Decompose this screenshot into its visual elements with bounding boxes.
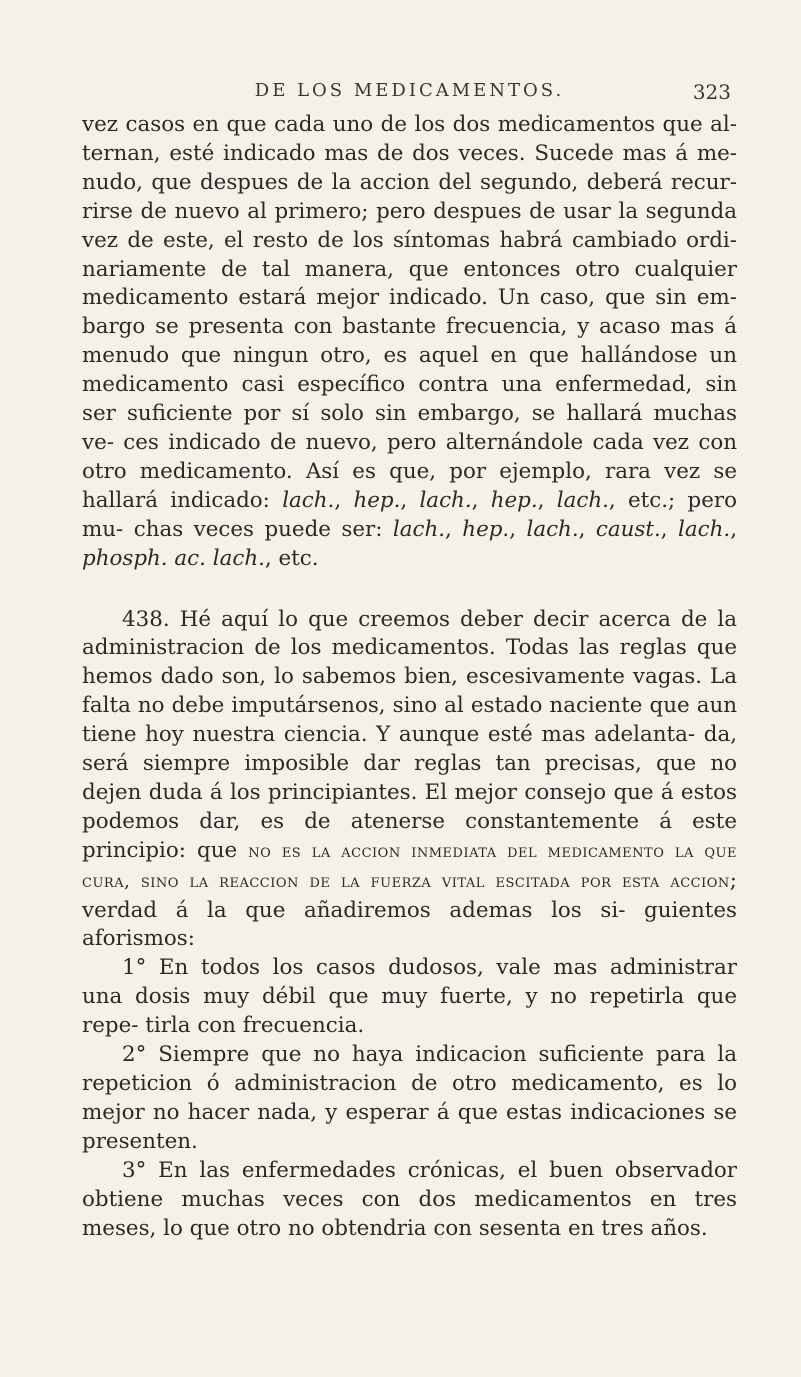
- para2-text: 438. Hé aquí lo que creemos deber decir acerca de la administracion de los medicamentos. Todas las reglas que hemos dado son, lo sabemos bien, escesivamente vagas. La falta no debe imputársenos, sino al estado naciente que aun tiene hoy nuestra ciencia. Y aunque esté mas adelanta- da, será siempre imposible dar reglas tan precisas, que no dejen duda á los principiantes. El mejor consejo que á estos podemos dar, es de atenerse constantemente á este principio: que: [82, 606, 737, 863]
- para1-text: vez casos en que cada uno de los dos medicamentos que al- ternan, esté indicado mas de dos veces. Sucede mas á me- nudo, que despues de la accion del segundo, deberá recur- rirse de nuevo al primero; pero despues de usar la segunda vez de este, el resto de los síntomas habrá cambiado ordi- nariamente de tal manera, que entonces otro cualquier medicamento estará mejor indicado. Un caso, que sin em- bargo se presenta con bastante frecuencia, y acaso mas á menudo que ningun otro, es aquel en que hallándose un medicamento casi específico contra una enfermedad, sin ser suficiente por sí solo sin embargo, se hallará muchas ve- ces indicado de nuevo, pero alternándole cada vez con otro medicamento. Así es que, por ejemplo, rara vez se hallará indicado:: [82, 112, 737, 513]
- paragraph-438: [82, 606, 737, 955]
- page-number: 323: [692, 80, 731, 104]
- aphorism-2: 2° Siempre que no haya indicacion suficiente para la repeticion ó administracion de otro medicamento, es lo mejor no hacer nada, y esperar á que estas indicaciones se presenten.: [82, 1042, 737, 1154]
- remedy-abbrev: lach.: [556, 487, 609, 513]
- remedy-abbrev: hep.: [490, 487, 538, 513]
- remedy-abbrev: phosph. ac.: [82, 545, 206, 571]
- para1-mid: etc.; pero mu- chas veces puede ser:: [82, 487, 737, 542]
- remedy-abbrev: lach.: [678, 516, 731, 542]
- remedy-abbrev: lach.: [282, 487, 335, 513]
- aphorism-3: 3° En las enfermedades crónicas, el buen observador obtiene muchas veces con dos medicamentos en tres meses, lo que otro no obtendria con sesenta en tres años.: [82, 1157, 737, 1241]
- body-text: [82, 111, 737, 1243]
- para2-after: ; verdad á la que añadiremos ademas los si- guientes aforismos:: [82, 867, 737, 952]
- paragraph-continued: vez casos en que cada uno de los dos medicamentos que al- ternan, esté indicado mas de dos veces. Sucede mas á me- nudo, que despues de la accion del segundo, deberá recur- rirse de nuevo al primero; pero despues de usar la segunda vez de este, el resto de los síntomas habrá cambiado ordi- nariamente de tal manera, que entonces otro cualquier medicamento estará mejor indicado. Un caso, que sin em- bargo se presenta con bastante frecuencia, y acaso mas á menudo que ningun otro, es aquel en que hallándose un medicamento casi específico contra una enfermedad, sin ser suficiente por sí solo sin embargo, se hallará muchas ve- ces indicado de nuevo, pero alternándole cada vez con otro medicamento. Así es que, por ejemplo, rara vez se hallará indicado: lach., hep., lach., hep., lach., etc.; pero mu- chas veces puede ser: lach., hep., lach., caust., lach., phosph. ac. lach., etc.: [82, 112, 737, 571]
- remedy-abbrev: hep.: [462, 516, 510, 542]
- remedy-abbrev: lach.: [212, 545, 265, 571]
- running-head: DE LOS MEDICAMENTOS.: [254, 80, 565, 101]
- remedy-abbrev: lach.: [392, 516, 446, 542]
- aphorism-1: 1° En todos los casos dudosos, vale mas administrar una dosis muy débil que muy fuerte, y no repetirla que repe- tirla con frecuencia.: [82, 955, 737, 1039]
- para1-end: etc.: [278, 545, 319, 571]
- remedy-abbrev: lach.: [419, 487, 472, 513]
- page-header: [82, 80, 737, 110]
- remedy-abbrev: lach.: [526, 516, 579, 542]
- principle-smallcaps: no es la accion inmediata del medicamento la que cura, sino la reaccion de la fuerza vital escitada por esta accion: [82, 840, 737, 892]
- remedy-abbrev: caust.: [595, 516, 661, 542]
- remedy-abbrev: hep.: [353, 487, 401, 513]
